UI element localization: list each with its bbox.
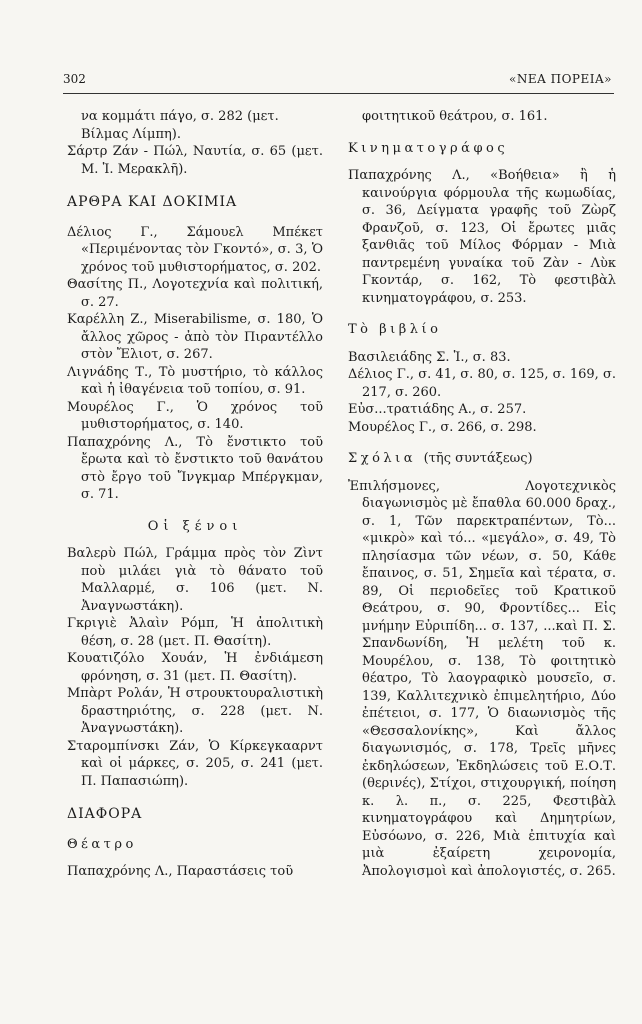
list-item: Λιγνάδης Τ., Τὸ μυστήριο, τὸ κάλλος καὶ ἡ ἰθαγένεια τοῦ τοπίου, σ. 91. [67, 364, 323, 397]
section-heading-misc: ΔΙΑΦΟΡΑ [67, 806, 143, 822]
list-item: Δέλιος Γ., σ. 41, σ. 80, σ. 125, σ. 169, σ. 217, σ. 260. [348, 367, 616, 400]
header-rule [63, 93, 614, 94]
section-heading-articles: ΑΡΘΡΑ ΚΑΙ ΔΟΚΙΜΙΑ [67, 194, 238, 210]
subheading-comments [348, 450, 616, 468]
list-item: Δέλιος Γ., Σάμουελ Μπέκετ «Περιμένοντας τὸν Γκοντό», σ. 3, Ὁ χρόνος τοῦ μυθιστορήματος, σ. 202. [67, 224, 323, 275]
list-item: Εὐσ...τρατιάδης Α., σ. 257. [348, 402, 527, 417]
subheading-book: Τὸ βιβλίο [348, 322, 442, 337]
list-item: Βαλερὺ Πώλ, Γράμμα πρὸς τὸν Ζὶντ ποὺ μιλάει γιὰ τὸ θάνατο τοῦ Μαλλαρμέ, σ. 106 (μετ. Ν. Ἀναγνωστάκη). [67, 546, 323, 614]
subheading-theatre: Θέατρο [67, 836, 137, 852]
subheading-cinema: Κινηματογράφος [348, 140, 509, 156]
right-column [348, 108, 616, 880]
list-item: Γκριγιὲ Ἀλαὶν Ρόμπ, Ἡ ἀπολιτικὴ θέση, σ. 28 (μετ. Π. Θασίτη). [67, 616, 323, 649]
list-item: Μουρέλος Γ., Ὁ χρόνος τοῦ μυθιστορήματος, σ. 140. [67, 399, 323, 432]
list-item: Παπαχρόνης Λ., Παραστάσεις τοῦ [67, 864, 294, 879]
comments-heading-text: Σχόλια [348, 451, 417, 466]
list-item: φοιτητικοῦ θεάτρου, σ. 161. [362, 109, 548, 124]
list-item: να κομμάτι πάγο, σ. 282 (μετ. Βίλμας Λίμπη). [81, 109, 279, 142]
left-column [67, 108, 323, 881]
list-item: Θασίτης Π., Λογοτεχνία καὶ πολιτική, σ. 27. [67, 277, 323, 310]
list-item: Σάρτρ Ζάν - Πώλ, Ναυτία, σ. 65 (μετ. Μ. Ἰ. Μερακλῆ). [67, 144, 323, 177]
page-header [63, 72, 612, 92]
page-number: 302 [63, 72, 86, 86]
list-item: Βασιλειάδης Σ. Ἰ., σ. 83. [348, 349, 511, 365]
list-item: Καρέλλη Ζ., Miserabilisme, σ. 180, Ὁ ἄλλος χῶρος - ἀπὸ τὸν Πιραντέλλο στὸν Ἔλιοτ, σ. 267. [67, 312, 323, 362]
list-item: Σταρομπίνσκι Ζάν, Ὁ Κίρκεγκααρντ καὶ οἱ μάρκες, σ. 205, σ. 241 (μετ. Π. Παπασιώπη). [67, 738, 323, 789]
comments-note: (τῆς συντάξεως) [423, 451, 533, 466]
list-item: Κουατιζόλο Χουάν, Ἡ ἐνδιάμεση φρόνηση, σ. 31 (μετ. Π. Θασίτη). [67, 651, 323, 684]
journal-title: «ΝΕΑ ΠΟΡΕΙΑ» [509, 72, 612, 86]
subheading-foreign: Οἱ ξένοι [147, 518, 243, 534]
list-item: Μουρέλος Γ., σ. 266, σ. 298. [348, 419, 537, 435]
list-item: Παπαχρόνης Λ., Τὸ ἔνστικτο τοῦ ἔρωτα καὶ τὸ ἔνστικτο τοῦ θανάτου στὸ ἔργο τοῦ Ἴνγκμαρ Μπέργκμαν, σ. 71. [67, 434, 323, 502]
list-item: Ἐπιλήσμονες, Λογοτεχνικὸς διαγωνισμὸς μὲ ἔπαθλα 60.000 δραχ., σ. 1, Τῶν παρεκτραπέντων, Τὸ... «μικρὸ» καὶ τό... «μεγάλο», σ. 49, Τὸ πλησίασμα τῶν νέων, σ. 50, Κάθε ἔπαινος, σ. 51, Σημεῖα καὶ τέρατα, σ. 89, Οἱ περιοδεῖες τοῦ Κρατικοῦ Θεάτρου, σ. 90, Φροντίδες... Εἰς μνήμην Εὐριπίδη... σ. 137, ...καὶ Π. Σ. Σπανδωνίδη, Ἡ μελέτη τοῦ κ. Μουρέλου, σ. 138, Τὸ φοιτητικὸ θέατρο, Τὸ λαογραφικὸ μουσεῖο, σ. 139, Καλλιτεχνικὸ ἐπιμελητήριο, Δύο ἐπέτειοι, σ. 177, Ὁ διαωνισμὸς τῆς «Θεσσαλονίκης», Καὶ ἄλλος διαγωνισμός, σ. 178, Τρεῖς μῆνες ἐκδηλώσεων, Ἐκδηλώσεις τοῦ Ε.Ο.Τ. (θερινές), Στίχοι, στιχουργική, ποίηση κ. λ. π., σ. 225, Φεστιβὰλ κινηματογράφου καὶ Δημητρίων, Εὐσόωνο, σ. 226, Μιὰ ἐπιτυχία καὶ μιὰ ἐξαίρετη χειρονομία, Ἀπολογισμοὶ καὶ ἀπολογιστές, σ. 265. [348, 478, 616, 879]
list-item: Μπὰρτ Ρολάν, Ἡ στρουκτουραλιστικὴ δραστηριότης, σ. 228 (μετ. Ν. Ἀναγνωστάκη). [67, 686, 323, 736]
list-item: Παπαχρόνης Λ., «Βοήθεια» ἢ ἡ καινούργια φόρμουλα τῆς κωμωδίας, σ. 36, Δείγματα γραφῆς τοῦ Ζὼρζ Φρανζοῦ, σ. 123, Οἱ ἔρωτες μιᾶς ξανθιᾶς τοῦ Μίλος Φόρμαν - Μιὰ παντρεμένη γυναίκα τοῦ Ζὰν - Λὺκ Γκοντάρ, σ. 162, Τὸ φεστιβὰλ κινηματογράφου, σ. 253. [348, 168, 616, 306]
